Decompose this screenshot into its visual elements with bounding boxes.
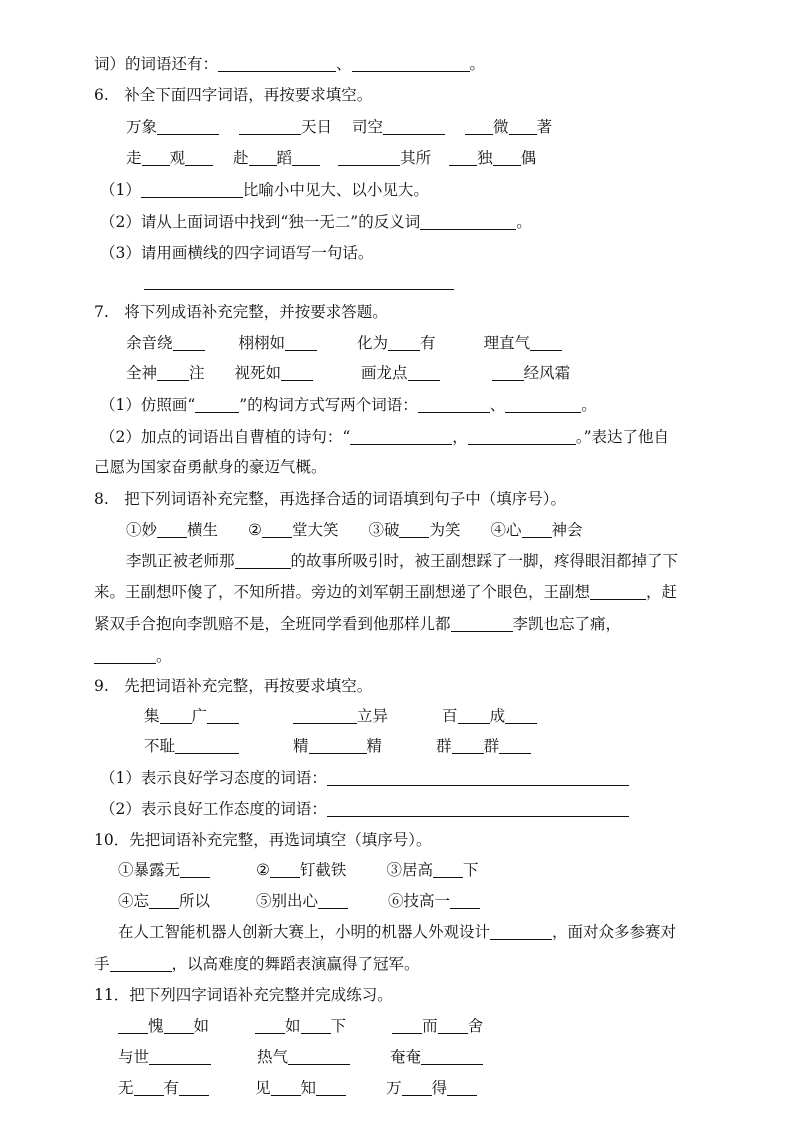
blank[interactable] [149, 892, 179, 909]
q9-sub2: （2）表示良好工作态度的词语： [100, 799, 629, 819]
blank[interactable] [590, 583, 646, 600]
q10-title: 10．先把词语补充完整，再选词填空（填序号）。 [94, 831, 432, 849]
blank[interactable] [185, 149, 213, 166]
blank[interactable] [118, 1017, 148, 1034]
q11-title: 11．把下列四字词语补充完整并完成练习。 [94, 986, 393, 1004]
q6-sub3: （3）请用画横线的四字词语写一句话。 [100, 244, 374, 262]
q11-words-row3: 无 有 见 知 万 得 [118, 1078, 477, 1098]
q6-words-row1: 万象 天日 司空 微 著 [126, 118, 553, 136]
blank[interactable] [468, 428, 576, 445]
blank[interactable] [157, 521, 187, 538]
q11-words-row2: 与世 热气 奄奄 [118, 1047, 483, 1067]
blank[interactable] [505, 707, 537, 724]
blank[interactable] [493, 149, 521, 166]
q8-para-line3: 紧双手合抱向李凯赔不是，全班同学看到他那样儿都 李凯也忘了痛， [94, 615, 622, 633]
q8-words: ①妙 横生 ② 堂大笑 ③破 为笑 ④心 神会 [126, 521, 583, 539]
blank[interactable] [207, 707, 239, 724]
blank[interactable] [293, 707, 357, 724]
blank[interactable] [301, 1017, 331, 1034]
blank[interactable] [180, 861, 210, 878]
q6-sentence-line[interactable] [144, 272, 454, 292]
blank[interactable] [388, 334, 420, 351]
q11-words-row1: 愧 如 如 下 而 舍 [118, 1016, 483, 1036]
q7-sub1: （1）仿照画“ ”的构词方式写两个词语： 、 。 [100, 396, 597, 414]
blank[interactable] [327, 769, 629, 786]
blank[interactable] [505, 396, 581, 413]
q9-sub1: （1）表示良好学习态度的词语： [100, 768, 629, 788]
q7-title: 7. 将下列成语补充完整，并按要求答题。 [94, 303, 388, 321]
blank[interactable] [94, 647, 156, 664]
blank[interactable] [149, 1048, 211, 1065]
blank[interactable] [451, 615, 513, 632]
blank[interactable] [239, 118, 301, 135]
blank[interactable] [316, 1079, 346, 1096]
blank[interactable] [522, 521, 552, 538]
blank[interactable] [270, 861, 300, 878]
q7-words-row1: 余音绕 栩栩如 化为 有 理直气 [126, 333, 562, 353]
blank[interactable] [164, 1017, 194, 1034]
blank[interactable] [465, 118, 493, 135]
blank[interactable] [195, 396, 239, 413]
q5-tail: 词）的词语还有： 、 。 [94, 55, 486, 73]
blank[interactable] [350, 428, 452, 445]
blank[interactable] [110, 955, 172, 972]
blank[interactable] [418, 396, 490, 413]
q6-title: 6. 补全下面四字词语，再按要求填空。 [94, 86, 373, 104]
q6-sub1: （1） 比喻小中见大、以小见大。 [100, 181, 429, 199]
blank[interactable] [402, 1079, 432, 1096]
blank[interactable] [490, 923, 552, 940]
blank[interactable] [249, 149, 277, 166]
blank[interactable] [318, 892, 348, 909]
blank[interactable] [449, 149, 477, 166]
blank[interactable] [408, 364, 440, 381]
q8-para-line1: 李凯正被老师那 的故事所吸引时，被王副想踩了一脚，疼得眼泪都掉了下 [126, 552, 679, 570]
q9-title: 9. 先把词语补充完整，再按要求填空。 [94, 677, 373, 695]
blank[interactable] [338, 149, 400, 166]
blank[interactable] [285, 334, 317, 351]
blank[interactable] [218, 55, 336, 72]
blank[interactable] [458, 707, 490, 724]
blank[interactable] [327, 800, 629, 817]
blank[interactable] [292, 149, 320, 166]
blank[interactable] [352, 55, 470, 72]
blank[interactable] [383, 118, 445, 135]
blank[interactable] [509, 118, 537, 135]
blank[interactable] [141, 181, 243, 198]
blank[interactable] [142, 149, 170, 166]
q6-sub2: （2）请从上面词语中找到“独一无二”的反义词 。 [100, 213, 532, 231]
blank[interactable] [157, 118, 219, 135]
q10-words-row1: ①暴露无 ② 钉截铁 ③居高 下 [118, 861, 479, 879]
blank[interactable] [175, 737, 239, 754]
q9-words-row1: 集 广 立异 百 成 [144, 706, 537, 726]
blank[interactable] [392, 1017, 422, 1034]
blank[interactable] [271, 1079, 301, 1096]
blank[interactable] [399, 521, 429, 538]
blank[interactable] [309, 737, 367, 754]
blank[interactable] [262, 521, 292, 538]
blank[interactable] [420, 213, 516, 230]
blank[interactable] [157, 364, 189, 381]
blank[interactable] [438, 1017, 468, 1034]
blank[interactable] [452, 737, 484, 754]
q7-words-row2: 全神 注 视死如 画龙点 经风霜 [126, 364, 571, 382]
blank[interactable] [433, 861, 463, 878]
blank[interactable] [492, 364, 524, 381]
q10-words-row2: ④忘 所以 ⑤别出心 ⑥技高一 [118, 891, 480, 911]
q7-sub2-cont: 己愿为国家奋勇献身的豪迈气概。 [94, 458, 327, 476]
q10-para-line1: 在人工智能机器人创新大赛上，小明的机器人外观设计 ，面对众多参赛对 [118, 923, 677, 941]
blank[interactable] [499, 737, 531, 754]
blank[interactable] [255, 1017, 285, 1034]
q10-para-line2: 手 ，以高难度的舞蹈表演赢得了冠军。 [94, 955, 420, 973]
blank[interactable] [288, 1048, 350, 1065]
q8-para-line2: 来。王副想吓傻了，不知所措。旁边的刘军朝王副想递了个眼色，王副想 ，赶 [94, 583, 678, 601]
blank[interactable] [281, 364, 313, 381]
q7-sub2: （2）加点的词语出自曹植的诗句：“ ， 。”表达了他自 [100, 428, 669, 446]
blank[interactable] [134, 1079, 164, 1096]
blank[interactable] [447, 1079, 477, 1096]
q8-title: 8. 把下列词语补充完整，再选择合适的词语填到句子中（填序号）。 [94, 490, 567, 508]
blank[interactable] [173, 334, 205, 351]
blank[interactable] [179, 1079, 209, 1096]
q6-words-row2: 走 观 赴 蹈 其所 独 偶 [126, 149, 537, 167]
q8-para-line4: 。 [94, 646, 172, 666]
blank[interactable] [160, 707, 192, 724]
blank[interactable] [530, 334, 562, 351]
blank[interactable] [450, 892, 480, 909]
blank[interactable] [235, 552, 291, 569]
blank[interactable] [421, 1048, 483, 1065]
q9-words-row2: 不耻 精 精 群 群 [144, 736, 531, 756]
